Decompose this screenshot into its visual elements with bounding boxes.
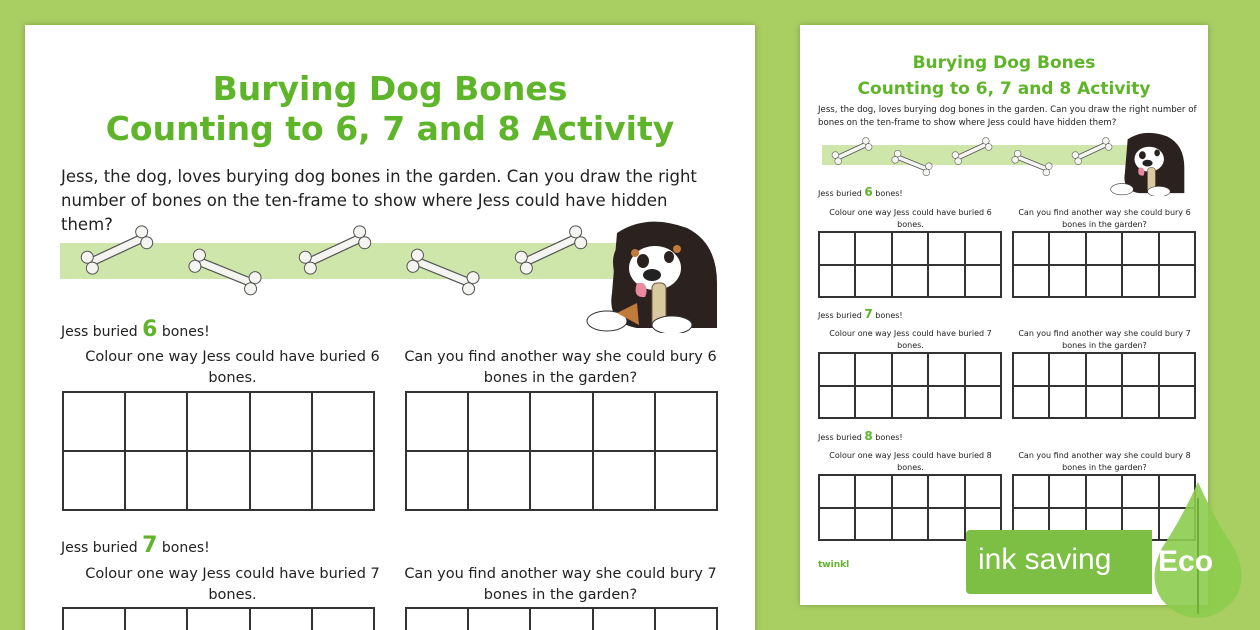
section-label-6: Jess buried 6 bones! (61, 317, 210, 342)
left-prompt: Colour one way Jess could have buried 8 bones. (829, 451, 992, 472)
ink-saving-label: ink saving (978, 543, 1112, 576)
ten-frame-cell[interactable] (819, 475, 855, 508)
ten-frame-cell[interactable] (125, 392, 187, 451)
ten-frame-cell[interactable] (655, 608, 717, 630)
ten-frame-cell[interactable] (1086, 475, 1122, 508)
ten-frame-cell[interactable] (928, 508, 964, 541)
ten-frame (1012, 231, 1196, 298)
ten-frame-cell[interactable] (1013, 353, 1049, 386)
ten-frame-cell[interactable] (468, 392, 530, 451)
section-number: 7 (864, 307, 873, 321)
right-prompt: Can you find another way she could bury 7 bones in the garden? (1018, 329, 1191, 350)
section-label-6: Jess buried 6 bones! (818, 185, 903, 199)
ten-frame-cell[interactable] (655, 451, 717, 510)
ten-frame-cell[interactable] (855, 265, 891, 298)
title-line-2: Counting to 6, 7 and 8 Activity (105, 109, 675, 148)
dog-bone-icon (183, 247, 267, 297)
ten-frame-cell[interactable] (468, 608, 530, 630)
ten-frame-cell[interactable] (125, 608, 187, 630)
ten-frame-cell[interactable] (655, 392, 717, 451)
ten-frame-cell[interactable] (892, 265, 928, 298)
eco-label: Eco (1158, 545, 1214, 578)
ten-frame-cell[interactable] (1086, 232, 1122, 265)
ten-frame-cell[interactable] (63, 451, 125, 510)
title-line-1: Burying Dog Bones (212, 69, 568, 108)
ten-frame-cell[interactable] (406, 392, 468, 451)
ten-frame-cell[interactable] (312, 451, 374, 510)
ten-frame-cell[interactable] (855, 475, 891, 508)
dog-bone-icon (293, 225, 377, 275)
section-number: 6 (142, 317, 158, 342)
ten-frame-cell[interactable] (928, 265, 964, 298)
ten-frame-cell[interactable] (468, 451, 530, 510)
twinkl-logo: twinkl (818, 560, 850, 570)
ten-frame-cell[interactable] (250, 451, 312, 510)
ten-frame-cell[interactable] (530, 608, 592, 630)
ten-frame-cell[interactable] (819, 353, 855, 386)
dog-bone-icon (75, 225, 159, 275)
ten-frame-cell[interactable] (63, 392, 125, 451)
ten-frame-cell[interactable] (406, 608, 468, 630)
ten-frame-cell[interactable] (125, 451, 187, 510)
ten-frame-cell[interactable] (1159, 353, 1195, 386)
right-prompt: Can you find another way she could bury 6 bones in the garden? (404, 349, 717, 386)
section-label-7: Jess buried 7 bones! (61, 533, 210, 558)
section-number: 7 (142, 533, 158, 558)
ten-frame-cell[interactable] (593, 451, 655, 510)
ten-frame-cell[interactable] (312, 608, 374, 630)
section-label-7: Jess buried 7 bones! (818, 307, 903, 321)
ten-frame-cell[interactable] (855, 386, 891, 419)
ten-frame-cell[interactable] (1122, 265, 1158, 298)
ten-frame-cell[interactable] (892, 475, 928, 508)
dog-bone-icon (948, 137, 996, 165)
ten-frame-cell[interactable] (892, 353, 928, 386)
ten-frame-cell[interactable] (819, 508, 855, 541)
left-prompt: Colour one way Jess could have buried 6 bones. (85, 349, 380, 386)
ten-frame-cell[interactable] (928, 353, 964, 386)
ten-frame (405, 391, 718, 511)
ten-frame-cell[interactable] (1013, 386, 1049, 419)
ten-frame-cell[interactable] (1122, 353, 1158, 386)
ten-frame-cell[interactable] (1159, 265, 1195, 298)
intro-text: Jess, the dog, loves burying dog bones in the garden. Can you draw the right number of bones on the ten-frame to show where Jess could have hidden them? (61, 167, 697, 234)
right-prompt: Can you find another way she could bury 7 bones in the garden? (404, 566, 717, 603)
worksheet-preview-large (25, 25, 755, 630)
ten-frame-cell[interactable] (819, 265, 855, 298)
ten-frame (818, 231, 1002, 298)
dog-illustration (1105, 128, 1190, 196)
ten-frame-cell[interactable] (593, 608, 655, 630)
ten-frame-cell[interactable] (855, 508, 891, 541)
dog-illustration (577, 213, 727, 333)
left-prompt: Colour one way Jess could have buried 6 bones. (829, 208, 992, 229)
ten-frame-cell[interactable] (1122, 386, 1158, 419)
ten-frame-cell[interactable] (965, 475, 1001, 508)
right-prompt: Can you find another way she could bury 6 bones in the garden? (1018, 208, 1191, 229)
worksheet-title (800, 50, 1208, 102)
ten-frame-cell[interactable] (855, 353, 891, 386)
ten-frame-cell[interactable] (1122, 232, 1158, 265)
ten-frame-cell[interactable] (1086, 353, 1122, 386)
worksheet-title (25, 69, 755, 149)
ten-frame (405, 607, 718, 630)
ten-frame-cell[interactable] (1049, 265, 1085, 298)
ten-frame-cell[interactable] (928, 475, 964, 508)
ten-frame-cell[interactable] (892, 508, 928, 541)
ten-frame-cell[interactable] (1013, 265, 1049, 298)
ten-frame-cell[interactable] (1049, 475, 1085, 508)
title-line-2: Counting to 6, 7 and 8 Activity (857, 79, 1151, 99)
ten-frame-cell[interactable] (1086, 265, 1122, 298)
dog-bone-icon (828, 137, 876, 165)
ten-frame-cell[interactable] (1086, 386, 1122, 419)
ten-frame-cell[interactable] (892, 386, 928, 419)
dog-bone-icon (888, 149, 936, 177)
ten-frame-cell[interactable] (187, 451, 249, 510)
ten-frame (1012, 352, 1196, 419)
ten-frame-cell[interactable] (530, 392, 592, 451)
ten-frame-cell[interactable] (1049, 353, 1085, 386)
ten-frame-cell[interactable] (63, 608, 125, 630)
ten-frame-cell[interactable] (965, 232, 1001, 265)
ten-frame-cell[interactable] (1159, 232, 1195, 265)
ten-frame-cell[interactable] (965, 353, 1001, 386)
ten-frame-cell[interactable] (892, 232, 928, 265)
ten-frame-cell[interactable] (593, 392, 655, 451)
section-number: 6 (864, 185, 873, 199)
ten-frame-cell[interactable] (312, 392, 374, 451)
ten-frame-cell[interactable] (1049, 386, 1085, 419)
intro-text: Jess, the dog, loves burying dog bones in the garden. Can you draw the right number of bones on the ten-frame to show where Jess could have hidden them? (818, 105, 1197, 128)
ten-frame-cell[interactable] (1049, 232, 1085, 265)
ten-frame-cell[interactable] (250, 608, 312, 630)
ten-frame-cell[interactable] (1013, 232, 1049, 265)
ten-frame-cell[interactable] (855, 232, 891, 265)
ten-frame-cell[interactable] (530, 451, 592, 510)
ten-frame-cell[interactable] (1159, 386, 1195, 419)
ten-frame-cell[interactable] (928, 232, 964, 265)
ten-frame (62, 607, 375, 630)
section-label-8: Jess buried 8 bones! (818, 429, 903, 443)
ten-frame-cell[interactable] (406, 451, 468, 510)
right-prompt: Can you find another way she could bury 8 bones in the garden? (1018, 451, 1191, 472)
ten-frame-cell[interactable] (965, 265, 1001, 298)
ten-frame-cell[interactable] (1013, 475, 1049, 508)
ten-frame-cell[interactable] (965, 386, 1001, 419)
ten-frame (62, 391, 375, 511)
ten-frame-cell[interactable] (819, 386, 855, 419)
left-prompt: Colour one way Jess could have buried 7 bones. (85, 566, 380, 603)
ten-frame-cell[interactable] (928, 386, 964, 419)
title-line-1: Burying Dog Bones (912, 53, 1096, 73)
section-number: 8 (864, 429, 873, 443)
dog-bone-icon (1008, 149, 1056, 177)
ten-frame-cell[interactable] (187, 392, 249, 451)
ten-frame (818, 352, 1002, 419)
ten-frame-cell[interactable] (250, 392, 312, 451)
dog-bone-icon (401, 247, 485, 297)
ten-frame-cell[interactable] (187, 608, 249, 630)
ten-frame-cell[interactable] (819, 232, 855, 265)
left-prompt: Colour one way Jess could have buried 7 bones. (829, 329, 992, 350)
